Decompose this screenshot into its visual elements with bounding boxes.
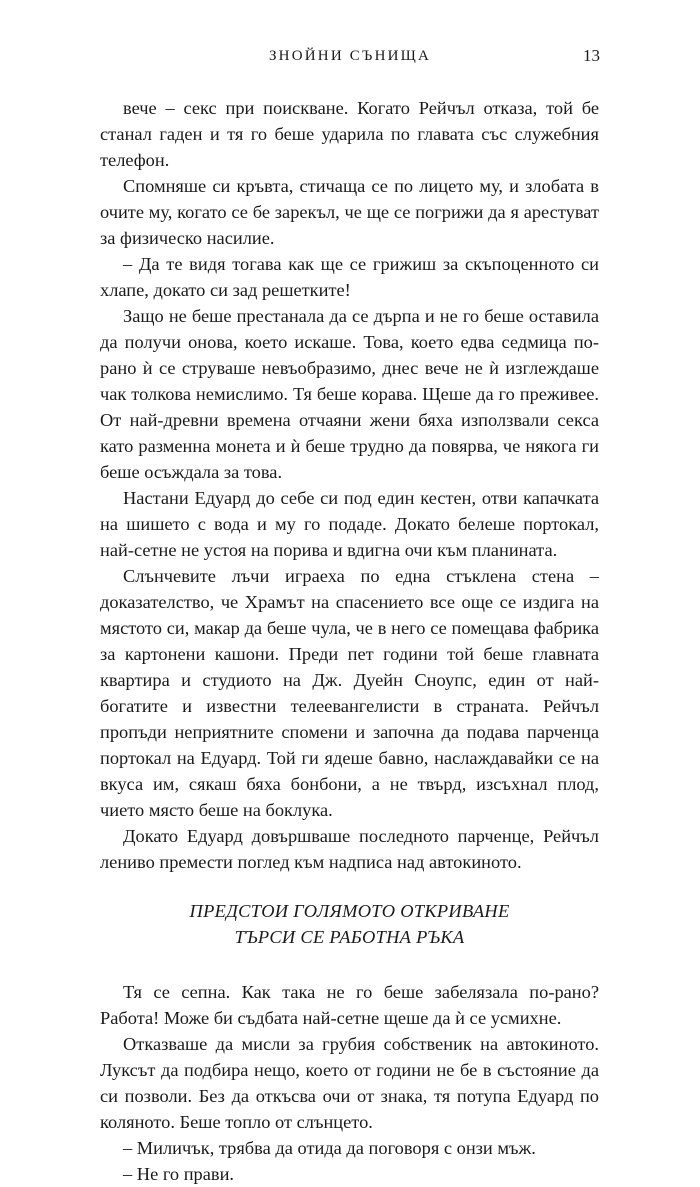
sign-notice-line-1: ПРЕДСТОИ ГОЛЯМОТО ОТКРИВАНЕ (189, 901, 510, 921)
page-header (100, 44, 600, 68)
sign-notice-line-2: ТЪРСИ СЕ РАБОТНА РЪКА (234, 927, 465, 947)
paragraph: Отказваше да мисли за грубия собственик на автокиното. Луксът да подбира нещо, което от години не бе в състояние да си позволи. Без да откъсва очи от знака, тя потупа Едуард по коляното. Беше топло от слънцето. (100, 1034, 599, 1132)
paragraph: – Да те видя тогава как ще се грижиш за скъпоценното си хлапе, докато си зад решетките! (100, 254, 599, 300)
running-title: ЗНОЙНИ СЪНИЩА (268, 48, 432, 64)
paragraph: Слънчевите лъчи играеха по една стъклена стена – доказателство, че Храмът на спасението все още се издига на мястото си, макар да беше чула, че в него се помещава фабрика за картонени кашони. Преди пет години той беше главната квартира и студиото на Дж. Дуейн Сноупс, един от най-богатите и известни телеевангелисти в страната. Рейчъл пропъди неприятните спомени и започна да подава парченца портокал на Едуард. Той ги ядеше бавно, наслаждавайки се на вкуса им, сякаш бяха бонбони, а не твърд, изсъхнал плод, чието място беше на боклука. (100, 566, 599, 820)
page-number: 13 (583, 46, 600, 65)
paragraph: Настани Едуард до себе си под един кестен, отви капачката на шишето с вода и му го подаде. Докато белеше портокал, най-сетне не устоя на порива и вдигна очи към планината. (100, 488, 599, 560)
paragraph: Докато Едуард довършваше последното парченце, Рейчъл лениво премести поглед към надписа над автокиното. (100, 826, 599, 872)
book-page-body (100, 95, 599, 1187)
paragraph: вече – секс при поискване. Когато Рейчъл отказа, той бе станал гаден и тя го беше ударила по главата със служебния телефон. (100, 98, 599, 170)
sign-notice (100, 898, 599, 950)
paragraph: – Миличък, трябва да отида да поговоря с онзи мъж. (123, 1138, 536, 1158)
paragraph: Спомняше си кръвта, стичаща се по лицето му, и злобата в очите му, когато се бе зарекъл, че ще се погрижи да я арестуват за физическо насилие. (100, 176, 599, 248)
paragraph: Защо не беше престанала да се дърпа и не го беше оставила да получи онова, което искаше. Това, което едва седмица по-рано ѝ се струваше невъобразимо, днес вече не ѝ изглеждаше чак толкова немислимо. Тя беше корава. Щеше да го преживее. От най-древни времена отчаяни жени бяха използвали секса като разменна монета и ѝ беше трудно да повярва, че някога ги беше осъждала за това. (100, 306, 599, 482)
paragraph: Тя се сепна. Как така не го беше забелязала по-рано? Работа! Може би съдбата най-сетне щеше да ѝ се усмихне. (100, 982, 599, 1028)
paragraph: – Не го прави. (123, 1164, 235, 1184)
